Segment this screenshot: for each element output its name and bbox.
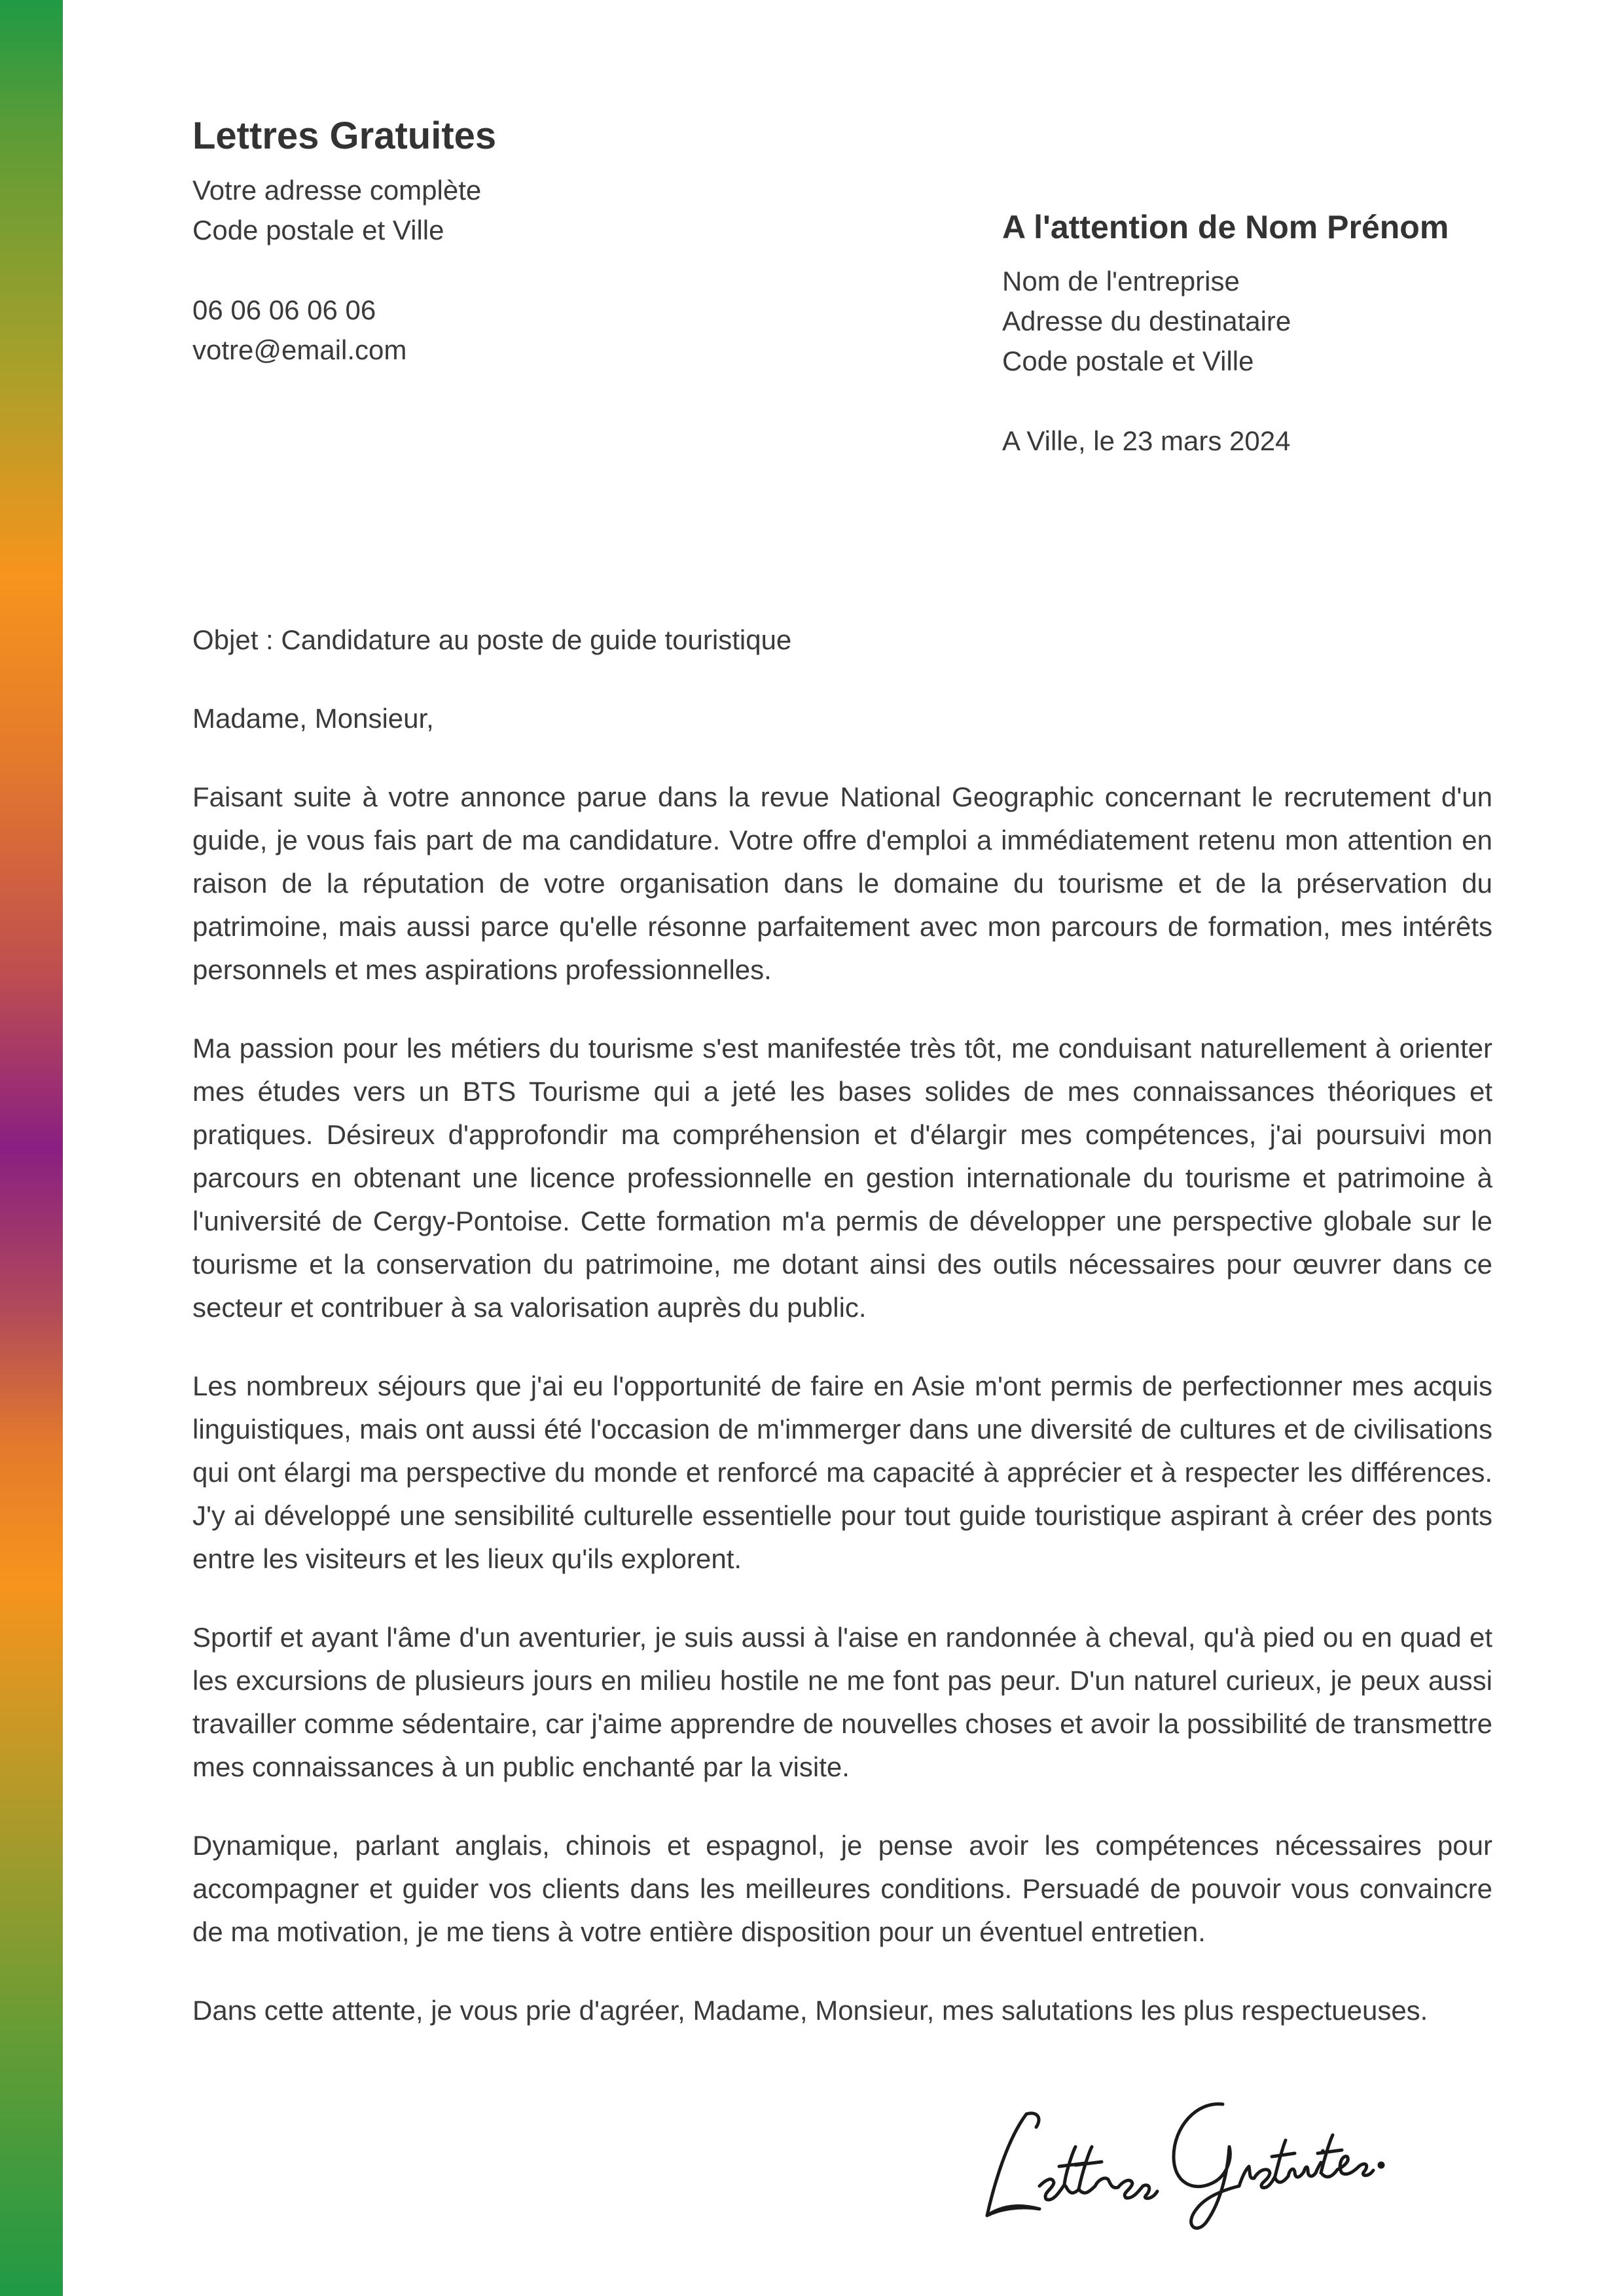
decorative-gradient-band	[0, 0, 63, 2296]
letter-body	[192, 619, 1492, 2032]
handwritten-signature	[981, 2075, 1386, 2232]
sender-email: votre@email.com	[192, 334, 407, 365]
sender-phone: 06 06 06 06 06	[192, 295, 376, 325]
place-and-date: A Ville, le 23 mars 2024	[1002, 425, 1291, 456]
letter-salutation: Madame, Monsieur,	[192, 703, 434, 734]
recipient-company: Nom de l'entreprise	[1002, 266, 1240, 296]
letter-paragraph: Les nombreux séjours que j'ai eu l'opportunité de faire en Asie m'ont permis de perfectionner mes acquis linguistiques, mais ont aussi été l'occasion de m'immerger dans une diversité de cultures et de civilisations qui ont élargi ma perspective du monde et renforcé ma capacité à apprécier et à respecter les différences. J'y ai développé une sensibilité culturelle essentielle pour tout guide touristique aspirant à créer des ponts entre les visiteurs et les lieux qu'ils explorent.	[192, 1371, 1492, 1574]
recipient-city: Code postale et Ville	[1002, 346, 1254, 376]
letter-paragraph: Sportif et ayant l'âme d'un aventurier, je suis aussi à l'aise en randonnée à cheval, qu'à pied ou en quad et les excursions de plusieurs jours en milieu hostile ne me font pas peur. D'un naturel curieux, je peux aussi travailler comme sédentaire, car j'aime apprendre de nouvelles choses et avoir la possibilité de transmettre mes connaissances à un public enchanté par la visite.	[192, 1622, 1492, 1782]
letter-paragraph: Ma passion pour les métiers du tourisme s'est manifestée très tôt, me conduisant naturellement à orienter mes études vers un BTS Tourisme qui a jeté les bases solides de mes connaissances théoriques et pratiques. Désireux d'approfondir ma compréhension et d'élargir mes compétences, j'ai poursuivi mon parcours en obtenant une licence professionnelle en gestion internationale du tourisme et patrimoine à l'université de Cergy-Pontoise. Cette formation m'a permis de développer une perspective globale sur le tourisme et la conservation du patrimoine, me dotant ainsi des outils nécessaires pour œuvrer dans ce secteur et contribuer à sa valorisation auprès du public.	[192, 1033, 1492, 1323]
sender-name: Lettres Gratuites	[192, 115, 497, 157]
recipient-block	[1002, 201, 1591, 461]
sender-address-line2: Code postale et Ville	[192, 215, 444, 245]
recipient-attention: A l'attention de Nom Prénom	[1002, 209, 1449, 245]
sender-block	[192, 110, 782, 370]
sender-address-line1: Votre adresse complète	[192, 175, 482, 206]
recipient-address: Adresse du destinataire	[1002, 306, 1291, 336]
letter-object: Objet : Candidature au poste de guide touristique	[192, 624, 792, 655]
letter-paragraph: Dynamique, parlant anglais, chinois et espagnol, je pense avoir les compétences nécessaires pour accompagner et guider vos clients dans les meilleures conditions. Persuadé de pouvoir vous convaincre de ma motivation, je me tiens à votre entière disposition pour un éventuel entretien.	[192, 1830, 1492, 1947]
letter-closing: Dans cette attente, je vous prie d'agréer, Madame, Monsieur, mes salutations les plus respectueuses.	[192, 1995, 1428, 2026]
letter-paragraph: Faisant suite à votre annonce parue dans la revue National Geographic concernant le recrutement d'un guide, je vous fais part de ma candidature. Votre offre d'emploi a immédiatement retenu mon attention en raison de la réputation de votre organisation dans le domaine du tourisme et de la préservation du patrimoine, mais aussi parce qu'elle résonne parfaitement avec mon parcours de formation, mes intérêts personnels et mes aspirations professionnelles.	[192, 781, 1492, 985]
